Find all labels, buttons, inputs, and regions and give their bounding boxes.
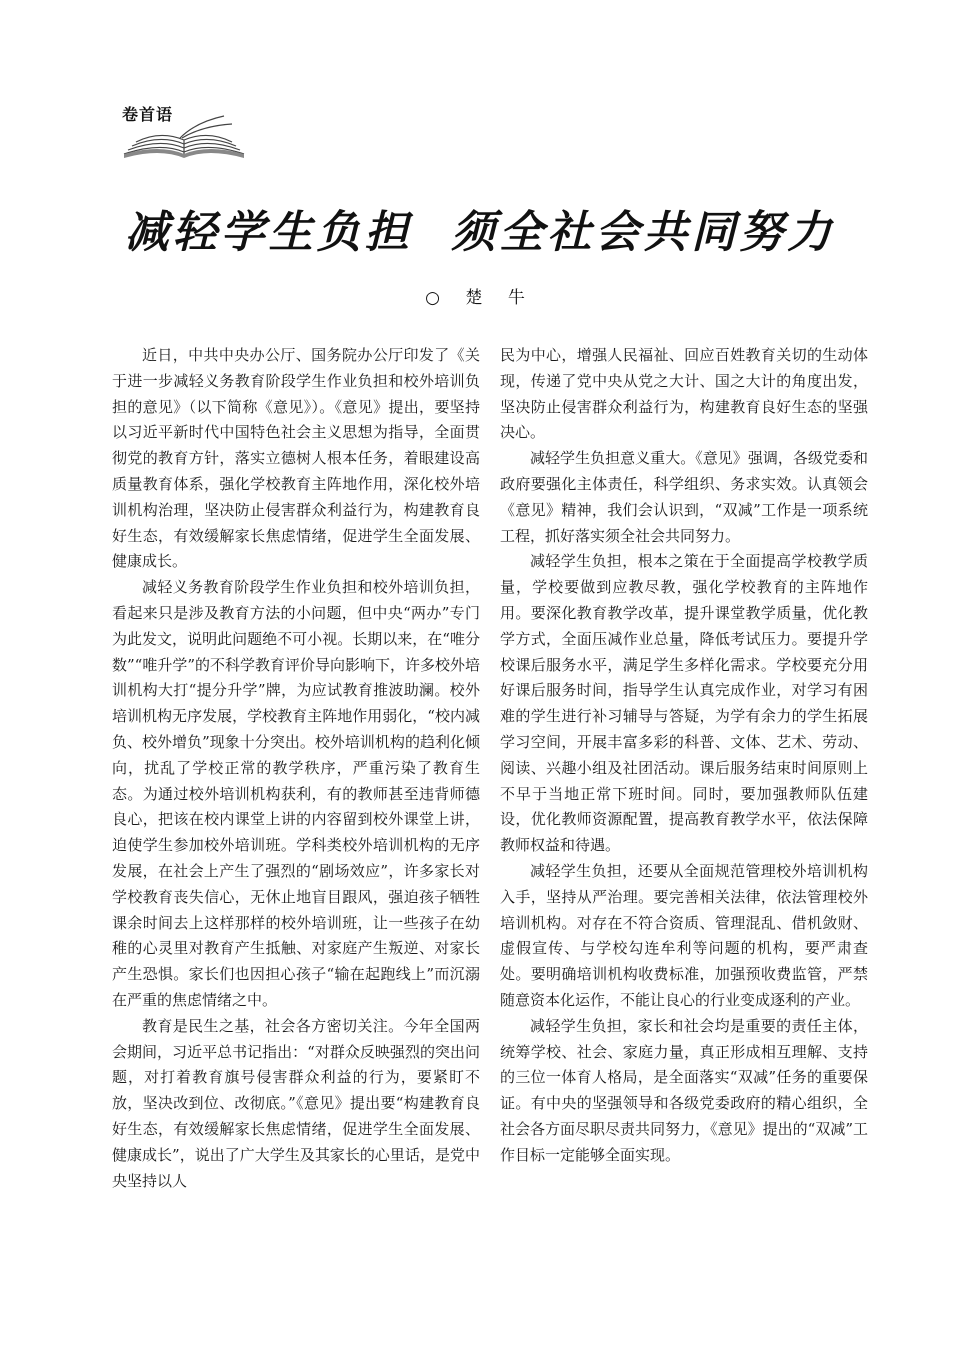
right-column [500,343,868,1169]
paragraph: 减轻学生负担，根本之策在于全面提高学校教学质量，学校要做到应教尽教，强化学校教育的主阵地作用。要深化教育教学改革，提升课堂教学质量，优化教学方式，全面压减作业总量，降低考试压力。要提升学校课后服务水平，满足学生多样化需求。学校要充分用好课后服务时间，指导学生认真完成作业，对学习有困难的学生进行补习辅导与答疑，为学有余力的学生拓展学习空间，开展丰富多彩的科普、文体、艺术、劳动、阅读、兴趣小组及社团活动。课后服务结束时间原则上不早于当地正常下班时间。同时，要加强教师队伍建设，优化教师资源配置，提高教育教学水平，依法保障教师权益和待遇。 [500,552,868,855]
left-column [112,343,480,1194]
paragraph-continuation: 民为中心，增强人民福祉、回应百姓教育关切的生动体现，传递了党中央从党之大计、国之大计的角度出发，坚决防止侵害群众利益行为，构建教育良好生态的坚强决心。 [500,346,868,442]
paragraph: 近日，中共中央办公厅、国务院办公厅印发了《关于进一步减轻义务教育阶段学生作业负担和校外培训负担的意见》（以下简称《意见》）。《意见》提出，要坚持以习近平新时代中国特色社会主义思想为指导，全面贯彻党的教育方针，落实立德树人根本任务，着眼建设高质量教育体系，强化学校教育主阵地作用，深化校外培训机构治理，坚决防止侵害群众利益行为，构建教育良好生态，有效缓解家长焦虑情绪，促进学生全面发展、健康成长。 [112,346,480,571]
paragraph: 教育是民生之基，社会各方密切关注。今年全国两会期间，习近平总书记指出：“对群众反映强烈的突出问题，对打着教育旗号侵害群众利益的行为，要紧盯不放，坚决改到位、改彻底。”《意见》提出要“构建教育良好生态，有效缓解家长焦虑情绪，促进学生全面发展、健康成长”，说出了广大学生及其家长的心里话，是党中央坚持以人 [112,1016,480,1190]
paragraph: 减轻义务教育阶段学生作业负担和校外培训负担，看起来只是涉及教育方法的小问题，但中央“两办”专门为此发文，说明此问题绝不可小视。长期以来，在“唯分数”“唯升学”的不科学教育评价导向影响下，许多校外培训机构大打“提分升学”牌，为应试教育推波助澜。校外培训机构无序发展，学校教育主阵地作用弱化，“校内减负、校外增负”现象十分突出。校外培训机构的趋利化倾向，扰乱了学校正常的教学秩序，严重污染了教育生态。为通过校外培训机构获利，有的教师甚至违背师德良心，把该在校内课堂上讲的内容留到校外课堂上讲，迫使学生参加校外培训班。学科类校外培训机构的无序发展，在社会上产生了强烈的“剧场效应”，许多家长对学校教育丧失信心，无休止地盲目跟风，强迫孩子牺牲课余时间去上这样那样的校外培训班，让一些孩子在幼稚的心灵里对教育产生抵触、对家庭产生叛逆、对家长产生恐惧。家长们也因担心孩子“输在起跑线上”而沉溺在严重的焦虑情绪之中。 [112,578,481,1009]
article-author: ○ 楚 牛 [425,288,535,308]
paragraph: 减轻学生负担意义重大。《意见》强调，各级党委和政府要强化主体责任，科学组织、务求实效。认真领会《意见》精神，我们会认识到，“双减”工作是一项系统工程，抓好落实须全社会共同努力。 [500,449,868,545]
paragraph: 减轻学生负担，还要从全面规范管理校外培训机构入手，坚持从严治理。要完善相关法律，依法管理校外培训机构。对存在不符合资质、管理混乱、借机敛财、虚假宣传、与学校勾连牟利等问题的机构，要严肃查处。要明确培训机构收费标准，加强预收费监管，严禁随意资本化运作，不能让良心的行业变成逐利的产业。 [500,861,868,1009]
column-tag-label: 卷首语 [122,105,174,124]
column-tag [120,96,250,160]
article-title: 减轻学生负担 须全社会共同努力 [124,207,836,258]
paragraph: 减轻学生负担，家长和社会均是重要的责任主体，统筹学校、社会、家庭力量，真正形成相互理解、支持的三位一体育人格局，是全面落实“双减”任务的重要保证。有中央的坚强领导和各级党委政府的精心组织，全社会各方面尽职尽责共同努力，《意见》提出的“双减”工作目标一定能够全面实现。 [500,1016,868,1164]
